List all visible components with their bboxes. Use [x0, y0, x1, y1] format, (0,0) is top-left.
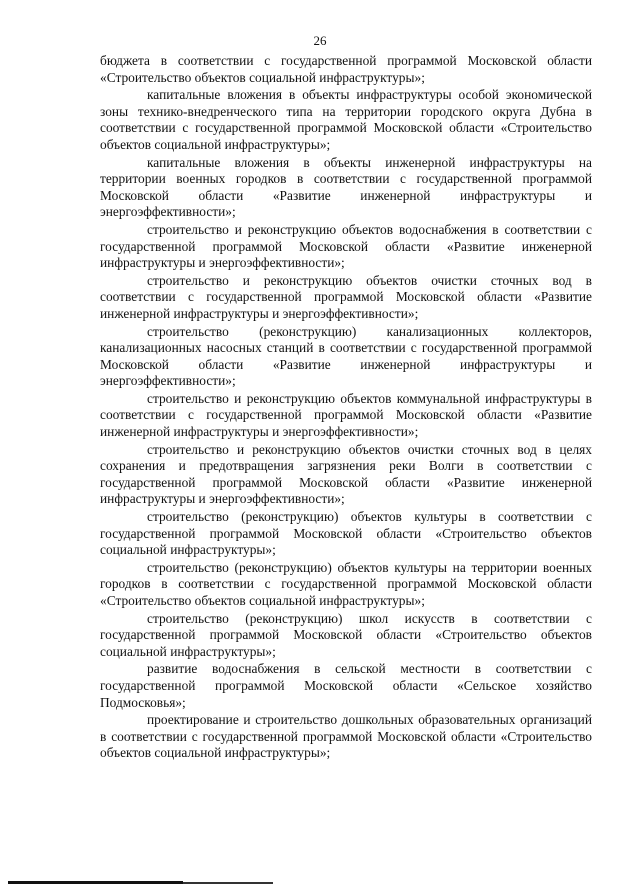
paragraph: строительство (реконструкцию) объектов культуры в соответствии с государственной программой Московской области «Строительство объектов социальной инфраструктуры»;: [100, 509, 592, 558]
scan-edge-line: [8, 881, 183, 884]
scan-edge-line: [183, 882, 273, 884]
paragraph: бюджета в соответствии с государственной программой Московской области «Строительство объектов социальной инфраструктуры»;: [100, 53, 592, 85]
paragraph: строительство (реконструкцию) объектов культуры на территории военных городков в соответствии с государственной программой Московской области «Строительство объектов социальной инфраструктуры»;: [100, 559, 592, 608]
paragraph: строительство и реконструкцию объектов очистки сточных вод в целях сохранения и предотвращения загрязнения реки Волги в соответствии с государственной программой Московской области «Развитие инженерной инфраструктуры и энергоэффективности»;: [100, 441, 592, 507]
paragraph: проектирование и строительство дошкольных образовательных организаций в соответствии с государственной программой Московской области «Строительство объектов социальной инфраструктуры»;: [100, 712, 592, 761]
paragraph: строительство (реконструкцию) школ искусств в соответствии с государственной программой Московской области «Строительство объектов социальной инфраструктуры»;: [100, 610, 592, 659]
paragraph: развитие водоснабжения в сельской местности в соответствии с государственной программой Московской области «Сельское хозяйство Подмосковья»;: [100, 661, 592, 710]
paragraph: строительство и реконструкцию объектов коммунальной инфраструктуры в соответствии с государственной программой Московской области «Развитие инженерной инфраструктуры и энергоэффективности»;: [100, 390, 592, 440]
paragraph: строительство и реконструкцию объектов очистки сточных вод в соответствии с государственной программой Московской области «Развитие инженерной инфраструктуры и энергоэффективности»;: [100, 272, 592, 321]
paragraph: строительство (реконструкцию) канализационных коллекторов, канализационных насосных станций в соответствии с государственной программой Московской области «Развитие инженерной инфраструктуры и энергоэффективности»;: [100, 323, 592, 389]
paragraph: капитальные вложения в объекты инфраструктуры особой экономической зоны технико-внедренческого типа на территории городского округа Дубна в соответствии с государственной программой Московской области «Строительство объектов социальной инфраструктуры»;: [100, 87, 592, 152]
paragraph: строительство и реконструкцию объектов водоснабжения в соответствии с государственной программой Московской области «Развитие инженерной инфраструктуры и энергоэффективности»;: [100, 221, 592, 271]
document-body: [100, 53, 592, 763]
page-number: 26: [313, 33, 327, 48]
paragraph: капитальные вложения в объекты инженерной инфраструктуры на территории военных городков в соответствии с государственной программой Московской области «Развитие инженерной инфраструктуры и энергоэффективности»;: [100, 154, 592, 220]
